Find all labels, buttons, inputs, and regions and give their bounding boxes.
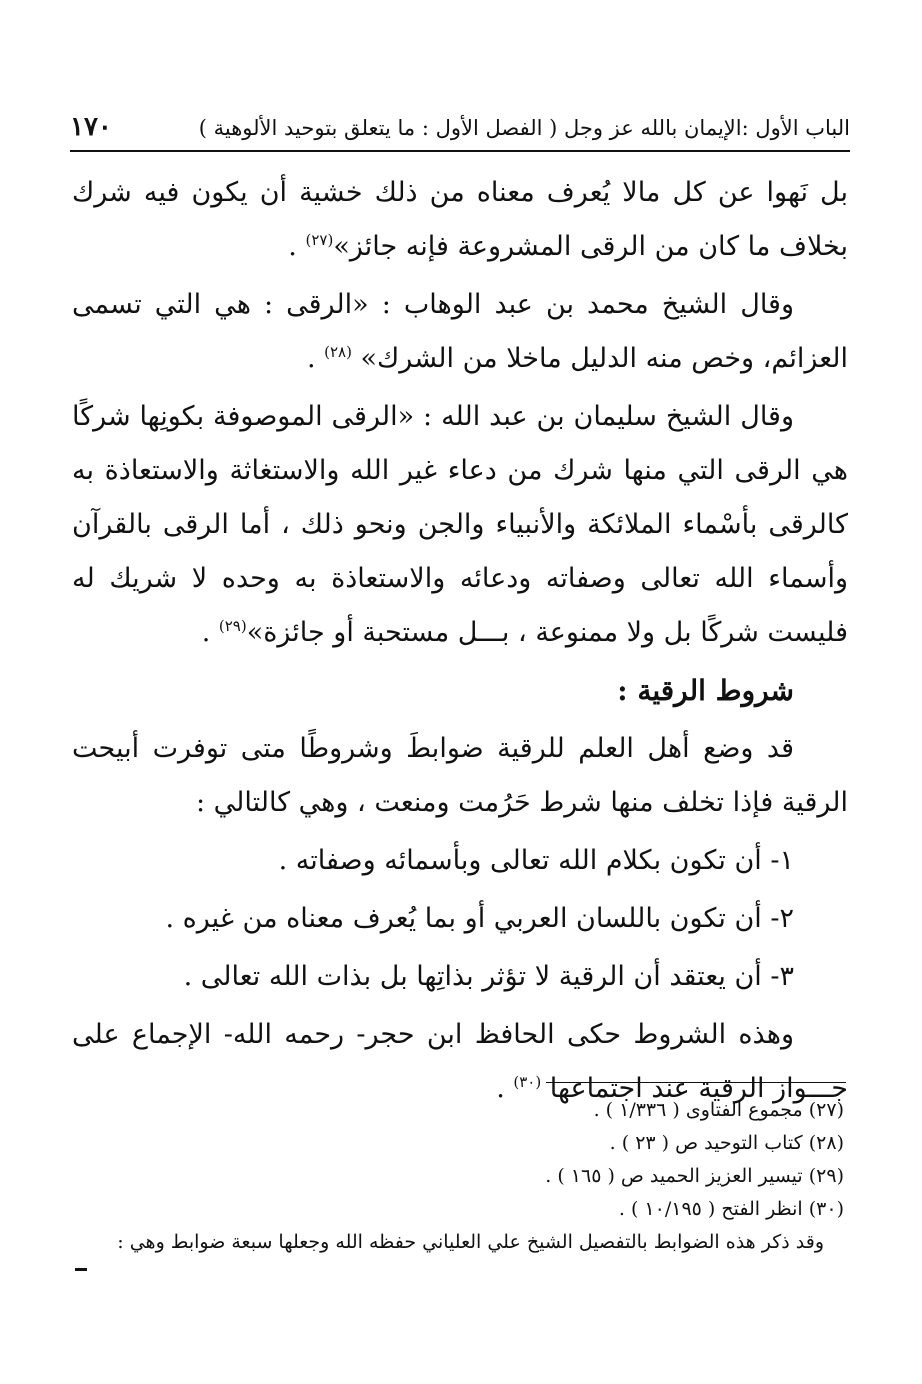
paragraph-2-end: .	[306, 343, 325, 374]
footnote-rule	[546, 1082, 846, 1083]
paragraph-2-text: وقال الشيخ محمد بن عبد الوهاب : «الرقى : هي التي تسمى العزائم، وخص منه الدليل ماخلا من الشرك»	[72, 289, 848, 374]
footnotes	[72, 1094, 848, 1259]
footnote-ref-27[interactable]: (٢٧)	[305, 231, 334, 249]
continuation-mark	[75, 1268, 87, 1271]
header-rule	[70, 150, 850, 152]
paragraph-1-text: بل نَهوا عن كل مالا يُعرف معناه من ذلك خشية أن يكون فيه شرك بخلاف ما كان من الرقى المشروعة فإنه جائز»	[72, 177, 849, 262]
condition-item-1: ١- أن تكون بكلام الله تعالى وبأسمائه وصفاته .	[278, 845, 794, 876]
paragraph-2	[72, 278, 848, 386]
paragraph-3-text: وقال الشيخ سليمان بن عبد الله : «الرقى الموصوفة بكونِها شركًا هي الرقى التي منها شرك من دعاء غير الله والاستغاثة والاستعاذة به كالرقى بأسْماء الملائكة والأنبياء والجن ونحو ذلك ، أما الرقى بالقرآن وأسماء الله تعالى وصفاته ودعائه والاستعاذة به وحده لا شريك له فليست شركًا بل ولا ممنوعة ، بـــل مستحبة أو جائزة»	[72, 401, 848, 648]
paragraph-5-end: .	[496, 1073, 514, 1104]
footnote-ref-28[interactable]: (٢٨)	[324, 343, 352, 361]
page-number: ١٧٠	[70, 112, 112, 142]
footnote-ref-29[interactable]: (٢٩)	[218, 617, 247, 635]
paragraph-3	[72, 390, 848, 660]
footnote-ref-30[interactable]: (٣٠)	[513, 1073, 542, 1091]
footnote-30: (٣٠) انظر الفتح ( ١٠/١٩٥ ) .	[618, 1198, 844, 1220]
paragraph-3-end: .	[201, 617, 219, 648]
paragraph-4: قد وضع أهل العلم للرقية ضوابطَ وشروطًا متى توفرت أبيحت الرقية فإذا تخلف منها شرط حَرُمت ومنعت ، وهي كالتالي :	[72, 733, 848, 818]
main-text	[72, 166, 848, 1120]
running-header	[70, 112, 850, 142]
paragraph-1	[72, 166, 848, 274]
footnote-29: (٢٩) تيسير العزيز الحميد ص ( ١٦٥ ) .	[545, 1165, 844, 1187]
footnote-continuation: وقد ذكر هذه الضوابط بالتفصيل الشيخ علي العلياني حفظه الله وجعلها سبعة ضوابط وهي :	[117, 1231, 824, 1253]
footnote-28: (٢٨) كتاب التوحيد ص ( ٢٣ ) .	[609, 1132, 844, 1154]
chapter-title: الباب الأول :الإيمان بالله عز وجل ( الفصل الأول : ما يتعلق بتوحيد الألوهية )	[198, 116, 850, 140]
paragraph-1-end: .	[288, 231, 306, 262]
paragraph-5-text: وهذه الشروط حكى الحافظ ابن حجر- رحمه الله- الإجماع على جـــواز الرقية عند اجتماعها	[72, 1019, 848, 1104]
condition-item-3: ٣- أن يعتقد أن الرقية لا تؤثر بذاتِها بل بذات الله تعالى .	[183, 961, 794, 992]
condition-item-2: ٢- أن تكون باللسان العربي أو بما يُعرف معناه من غيره .	[165, 903, 794, 934]
footnote-27: (٢٧) مجموع الفتاوى ( ١/٣٣٦ ) .	[593, 1099, 844, 1121]
section-heading: شروط الرقية :	[617, 674, 794, 707]
